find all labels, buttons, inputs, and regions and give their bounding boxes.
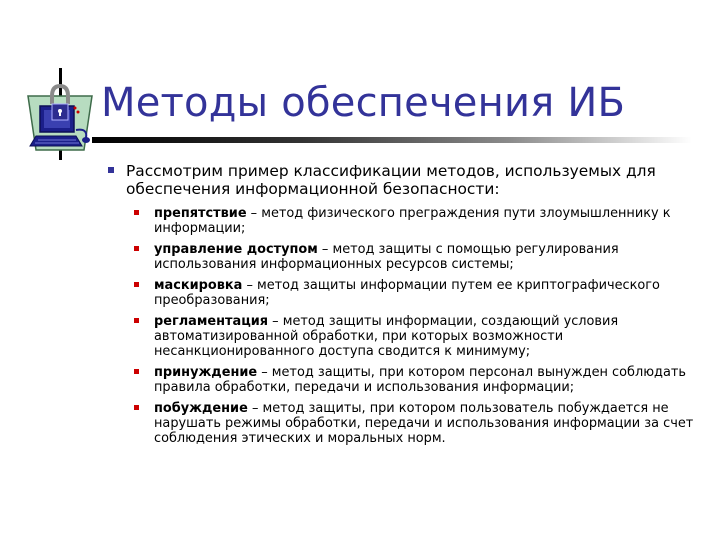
square-bullet-icon — [134, 210, 139, 215]
slide-body — [108, 162, 703, 452]
square-bullet-icon — [134, 405, 139, 410]
method-description: – метод защиты, при котором персонал вынужден соблюдать правила обработки, передачи и использования информации; — [154, 365, 686, 395]
method-term: побуждение — [154, 401, 248, 416]
square-bullet-icon — [134, 318, 139, 323]
method-description: – метод физического преграждения пути злоумышленнику к информации; — [154, 206, 671, 236]
list-item — [134, 365, 703, 395]
list-item — [134, 314, 703, 359]
method-term: препятствие — [154, 206, 247, 221]
intro-text: Рассмотрим пример классификации методов, используемых для обеспечения информационной безопасности: — [126, 162, 656, 198]
intro-bullet — [108, 162, 703, 198]
title-underline — [92, 137, 692, 143]
computer-lock-icon — [22, 68, 98, 160]
method-term: управление доступом — [154, 242, 318, 257]
slide-title: Методы обеспечения ИБ — [101, 80, 626, 126]
list-item — [134, 278, 703, 308]
method-description: – метод защиты с помощью регулирования использования информационных ресурсов системы; — [154, 242, 619, 272]
method-term: регламентация — [154, 314, 269, 329]
list-item — [134, 206, 703, 236]
method-term: маскировка — [154, 278, 243, 293]
list-item — [134, 242, 703, 272]
methods-list — [134, 206, 703, 446]
square-bullet-icon — [134, 246, 139, 251]
method-description: – метод защиты, при котором пользователь побуждается не нарушать режимы обработки, передачи и использования информации за счет соблюдения этических и моральных норм. — [154, 401, 694, 446]
method-term: принуждение — [154, 365, 258, 380]
method-description: – метод защиты информации, создающий условия автоматизированной обработки, при которых возможности несанкционированного доступа сводится к минимуму; — [154, 314, 619, 359]
method-description: – метод защиты информации путем ее криптографического преобразования; — [154, 278, 660, 308]
square-bullet-icon — [108, 167, 114, 173]
square-bullet-icon — [134, 282, 139, 287]
list-item — [134, 401, 703, 446]
square-bullet-icon — [134, 369, 139, 374]
